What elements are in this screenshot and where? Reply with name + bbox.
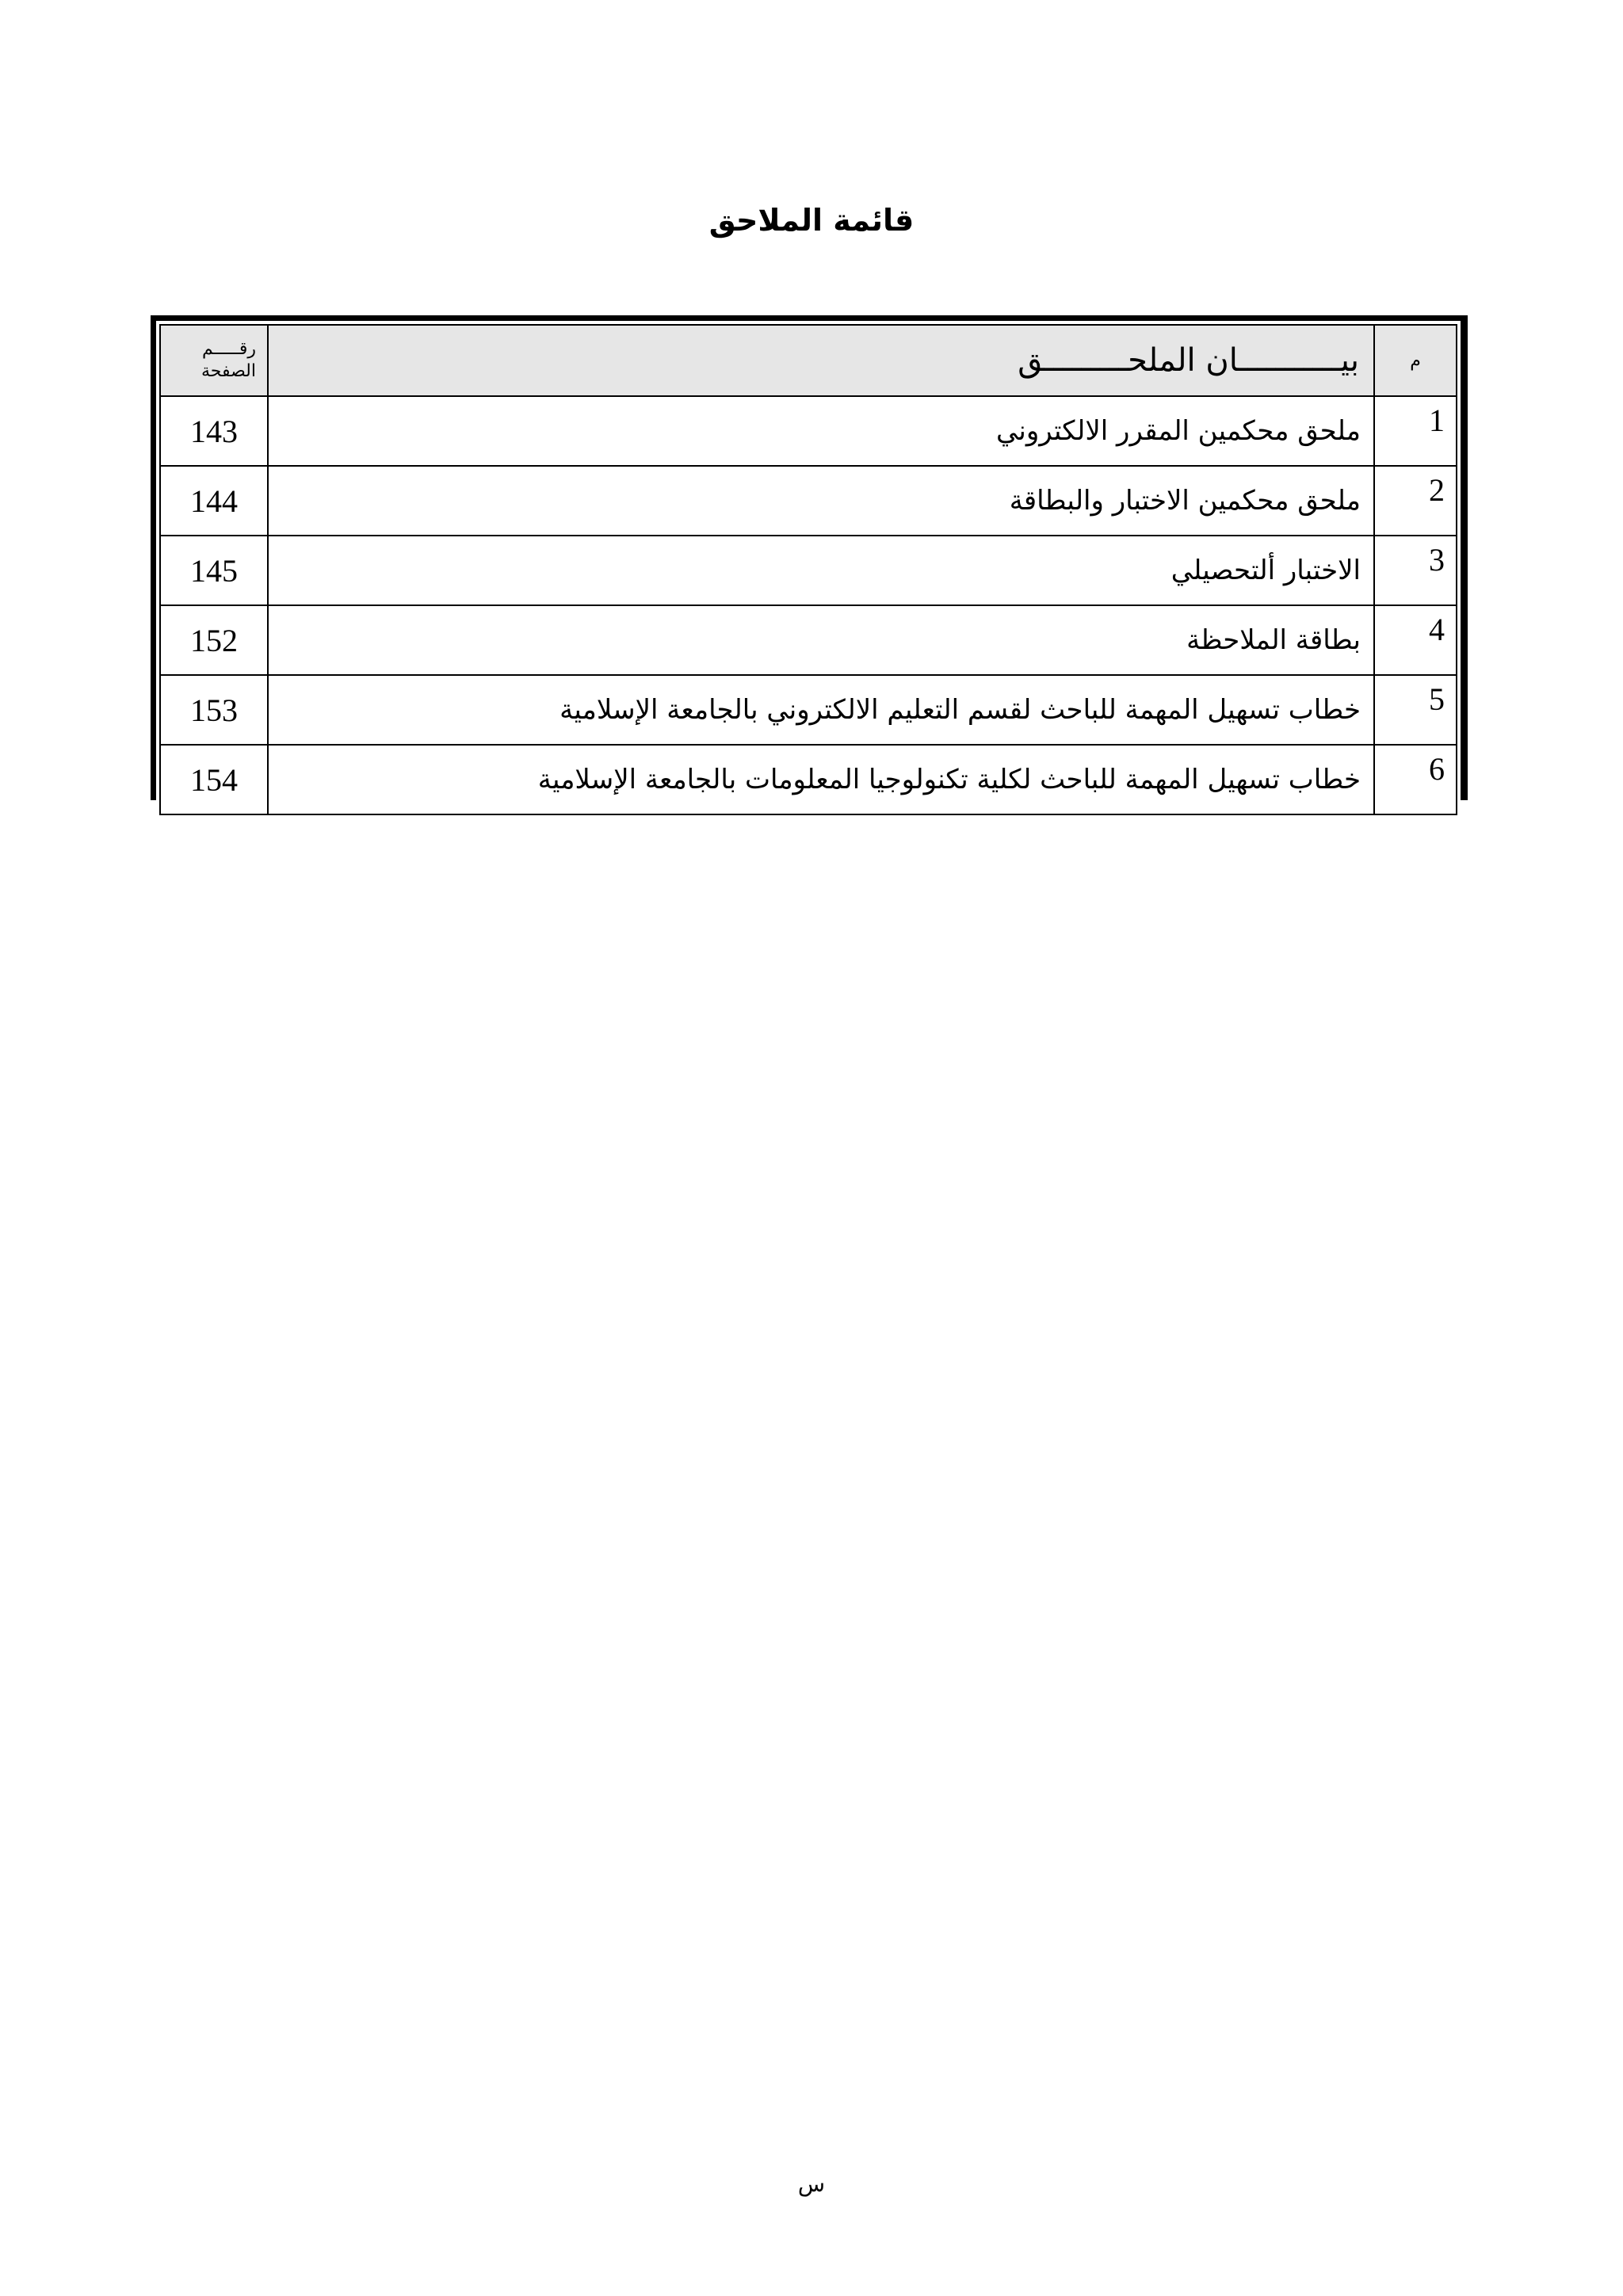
- row-title: الاختبار ألتحصيلي: [268, 536, 1374, 605]
- row-page: 143: [160, 396, 268, 466]
- page-title: قائمة الملاحق: [708, 203, 915, 238]
- row-page: 144: [160, 466, 268, 536]
- row-number: 2: [1374, 466, 1457, 536]
- row-page: 152: [160, 605, 268, 675]
- row-number: 5: [1374, 675, 1457, 745]
- page-number-marker: س: [797, 2171, 826, 2197]
- row-number: 3: [1374, 536, 1457, 605]
- table-row: [160, 396, 1457, 466]
- row-title: ملحق محكمين المقرر الالكتروني: [268, 396, 1374, 466]
- header-title: بيـــــــــــان الملحـــــــــق: [268, 325, 1374, 396]
- header-page: [160, 325, 268, 396]
- row-number: 1: [1374, 396, 1457, 466]
- row-number: 4: [1374, 605, 1457, 675]
- table-row: [160, 605, 1457, 675]
- row-title: خطاب تسهيل المهمة للباحث لقسم التعليم الالكتروني بالجامعة الإسلامية: [268, 675, 1374, 745]
- header-number: م: [1374, 325, 1457, 396]
- appendix-table: [159, 324, 1457, 815]
- table-row: [160, 745, 1457, 814]
- row-page: 153: [160, 675, 268, 745]
- row-page: 154: [160, 745, 268, 814]
- row-title: ملحق محكمين الاختبار والبطاقة: [268, 466, 1374, 536]
- row-number: 6: [1374, 745, 1457, 814]
- header-page-line1: رقـــــم: [201, 339, 256, 359]
- table-row: [160, 466, 1457, 536]
- header-page-line2: الصفحة: [200, 361, 256, 381]
- appendix-table-frame: [151, 315, 1468, 800]
- table-header-row: [160, 325, 1457, 396]
- table-row: [160, 675, 1457, 745]
- table-row: [160, 536, 1457, 605]
- row-title: بطاقة الملاحظة: [268, 605, 1374, 675]
- row-page: 145: [160, 536, 268, 605]
- row-title: خطاب تسهيل المهمة للباحث لكلية تكنولوجيا المعلومات بالجامعة الإسلامية: [268, 745, 1374, 814]
